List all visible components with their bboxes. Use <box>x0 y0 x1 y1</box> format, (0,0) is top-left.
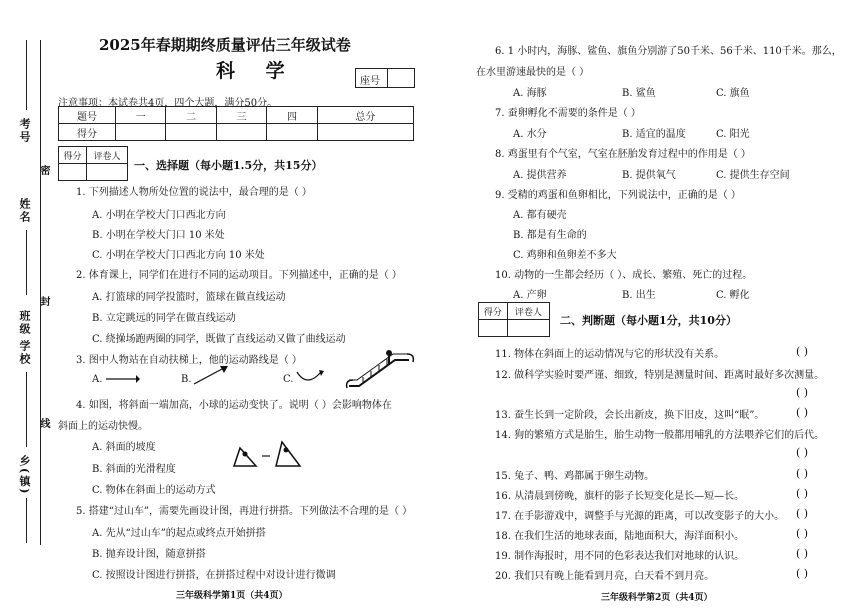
grader-score-label: 得分 <box>479 303 508 320</box>
grader-person-label: 评卷人 <box>507 303 549 320</box>
page-footer-right: 三年级科学第2页（共4页） <box>601 593 713 603</box>
grader-score-cell[interactable] <box>59 164 87 181</box>
score-table-header <box>59 107 414 124</box>
xiang-line <box>26 498 27 543</box>
question-option: C. 小明在学校大门口西北方向 10 米处 <box>92 250 265 261</box>
diagonal-arrow-icon <box>194 366 228 386</box>
xingming-label: 姓名 <box>18 198 31 224</box>
question-option: C. 按照设计图进行拼搭，在拼搭过程中对设计进行微调 <box>92 570 336 581</box>
xiang-label: 乡(镇) <box>18 455 31 496</box>
question-stem: 4. 如图，将斜面一端加高，小球的运动变快了。说明（ ）会影响物体在 <box>76 400 392 411</box>
question-option: B. 鲨鱼 <box>622 88 656 99</box>
grader-score-cell[interactable] <box>479 320 508 337</box>
exam-notice: 注意事项：本试卷共4页，四个大题，满分50分。 <box>58 98 278 109</box>
question-option: A. 水分 <box>513 129 547 140</box>
score-header-cell: 四 <box>267 107 317 124</box>
question-option: A. 先从“过山车”的起点或终点开始拼搭 <box>92 528 266 539</box>
question-option: A. 打篮球的同学投篮时，篮球在做直线运动 <box>92 292 286 303</box>
question-option: B. <box>181 374 192 385</box>
answer-paren[interactable]: ( ) <box>796 467 809 480</box>
question-option: C. 鸡卵和鱼卵差不多大 <box>513 250 617 261</box>
judge-item: 15. 兔子、鸭、鸡都属于卵生动物。 <box>495 471 655 482</box>
answer-paren[interactable]: ( ) <box>796 527 809 540</box>
seat-number-box <box>355 68 415 88</box>
judge-item: 14. 狗的繁殖方式是胎生，胎生动物一般都用哺乳的方法喂养它们的后代。 <box>495 430 825 441</box>
answer-paren[interactable]: ( ) <box>796 345 809 358</box>
grader-person-cell[interactable] <box>507 320 549 337</box>
question-option: C. 阳光 <box>716 129 750 140</box>
slope-diagram-icon <box>232 440 302 470</box>
straight-arrow-icon <box>106 373 140 385</box>
question-option: A. 提供营养 <box>513 170 567 181</box>
question-stem: 3. 图中人物站在自动扶梯上，他的运动路线是（ ） <box>76 355 302 366</box>
judge-item: 16. 从清晨到傍晚，旗杆的影子长短变化是长—短—长。 <box>495 491 745 502</box>
question-stem: 6. 1 小时内，海豚、鲨鱼、旗鱼分别游了50千米、56千米、110千米。那么， <box>495 46 842 57</box>
question-option: B. 都是有生命的 <box>513 230 587 241</box>
score-header-cell: 三 <box>216 107 266 124</box>
grader-person-cell[interactable] <box>86 164 127 181</box>
score-cell[interactable] <box>267 124 317 141</box>
question-option: C. 绕操场跑两圈的同学，既做了直线运动又做了曲线运动 <box>92 334 346 345</box>
question-option: A. 产卵 <box>513 290 547 301</box>
question-option: B. 抛弃设计图，随意拼搭 <box>92 549 206 560</box>
score-table <box>58 106 414 141</box>
question-option: C. 物体在斜面上的运动方式 <box>92 485 216 496</box>
question-option: A. 斜面的坡度 <box>92 442 156 453</box>
judge-item: 12. 做科学实验时要严谨、细致，特别是测量时间、距离时最好多次测量。 <box>495 370 825 381</box>
escalator-icon <box>345 350 415 390</box>
question-option: C. 提供生存空间 <box>716 170 790 181</box>
question-option: A. <box>92 374 103 385</box>
score-cell[interactable] <box>216 124 266 141</box>
judge-item: 13. 蚕生长到一定阶段，会长出新皮，换下旧皮，这叫“眠”。 <box>495 410 765 421</box>
question-stem: 8. 鸡蛋里有个气室，气室在胚胎发育过程中的作用是（ ） <box>495 149 751 160</box>
kaohao-line <box>26 40 27 110</box>
question-option: A. 都有硬壳 <box>513 210 567 221</box>
score-cell[interactable] <box>116 124 166 141</box>
answer-paren[interactable]: ( ) <box>796 386 809 399</box>
judge-item: 19. 制作海报时，用不同的色彩表达我们对地球的认识。 <box>495 551 745 562</box>
score-table-row <box>59 124 414 141</box>
score-header-cell: 二 <box>166 107 216 124</box>
score-header-cell: 一 <box>116 107 166 124</box>
question-stem: 7. 蚕卵孵化不需要的条件是（ ） <box>495 108 641 119</box>
answer-paren[interactable]: ( ) <box>796 507 809 520</box>
score-cell[interactable] <box>166 124 216 141</box>
xuexiao-label: 学校 <box>18 340 31 366</box>
banji-label: 班级 <box>18 310 31 336</box>
answer-paren[interactable]: ( ) <box>796 567 809 580</box>
question-option: B. 适宜的温度 <box>622 129 686 140</box>
question-stem: 10. 动物的一生都会经历（ ）、成长、繁殖、死亡的过程。 <box>495 270 753 281</box>
question-option: B. 小明在学校大门口 10 米处 <box>92 230 225 241</box>
section1-title: 一、选择题（每小题1.5分，共15分） <box>134 159 323 172</box>
question-stem-continued: 斜面上的运动快慢。 <box>58 421 148 432</box>
score-row-label: 得分 <box>59 124 116 141</box>
grader-score-label: 得分 <box>59 147 87 164</box>
page-footer-left: 三年级科学第1页（共4页） <box>176 591 288 601</box>
section2-title: 二、判断题（每小题1分，共10分） <box>560 314 737 327</box>
curved-arrow-icon <box>295 368 325 384</box>
question-option: B. 提供氧气 <box>622 170 676 181</box>
question-option: B. 斜面的光滑程度 <box>92 464 176 475</box>
question-stem: 9. 受精的鸡蛋和鱼卵相比，下列说法中，正确的是（ ） <box>495 190 741 201</box>
exam-title: 2025年春期期终质量评估三年级试卷 <box>99 36 351 54</box>
question-option: B. 立定跳远的同学在做直线运动 <box>92 313 236 324</box>
feng-label: 封 <box>38 296 49 308</box>
answer-paren[interactable]: ( ) <box>796 547 809 560</box>
score-header-cell: 题号 <box>59 107 116 124</box>
seat-label: 座号 <box>360 76 380 87</box>
judge-item: 18. 在我们生活的地球表面，陆地面积大，海洋面积小。 <box>495 531 745 542</box>
judge-item: 20. 我们只有晚上能看到月亮，白天看不到月亮。 <box>495 571 715 582</box>
question-option: A. 海豚 <box>513 88 547 99</box>
grader-box-1 <box>58 146 128 181</box>
question-option: B. 出生 <box>622 290 656 301</box>
question-stem: 5. 搭建“过山车”，需要先画设计图，再进行拼搭。下列做法不合理的是（ ） <box>76 506 413 517</box>
xingming-line <box>26 230 27 295</box>
judge-item: 17. 在手影游戏中，调整手与光源的距离，可以改变影子的大小。 <box>495 511 785 522</box>
grader-box-2 <box>478 302 550 337</box>
question-stem: 2. 体育课上，同学们在进行不同的运动项目。下列描述中，正确的是（ ） <box>76 270 402 281</box>
question-option: A. 小明在学校大门口西北方向 <box>92 210 226 221</box>
kaohao-label: 考号 <box>18 118 31 144</box>
mi-label: 密 <box>38 165 49 177</box>
binding-line <box>40 40 41 545</box>
question-stem-continued: 在水里游速最快的是（ ） <box>476 67 590 78</box>
xuexiao-line <box>26 372 27 447</box>
answer-paren[interactable]: ( ) <box>796 487 809 500</box>
subject-title: 科 学 <box>216 60 297 82</box>
question-option: C. <box>283 374 294 385</box>
judge-item: 11. 物体在斜面上的运动情况与它的形状没有关系。 <box>495 349 725 360</box>
xian-label: 线 <box>38 418 49 430</box>
question-option: C. 旗鱼 <box>716 88 750 99</box>
question-stem: 1. 下列描述人物所处位置的说法中，最合理的是（ ） <box>76 187 312 198</box>
score-header-cell: 总分 <box>317 107 413 124</box>
grader-person-label: 评卷人 <box>86 147 127 164</box>
question-option: C. 孵化 <box>716 290 750 301</box>
answer-paren[interactable]: ( ) <box>796 406 809 419</box>
score-cell[interactable] <box>317 124 413 141</box>
answer-paren[interactable]: ( ) <box>796 446 809 459</box>
